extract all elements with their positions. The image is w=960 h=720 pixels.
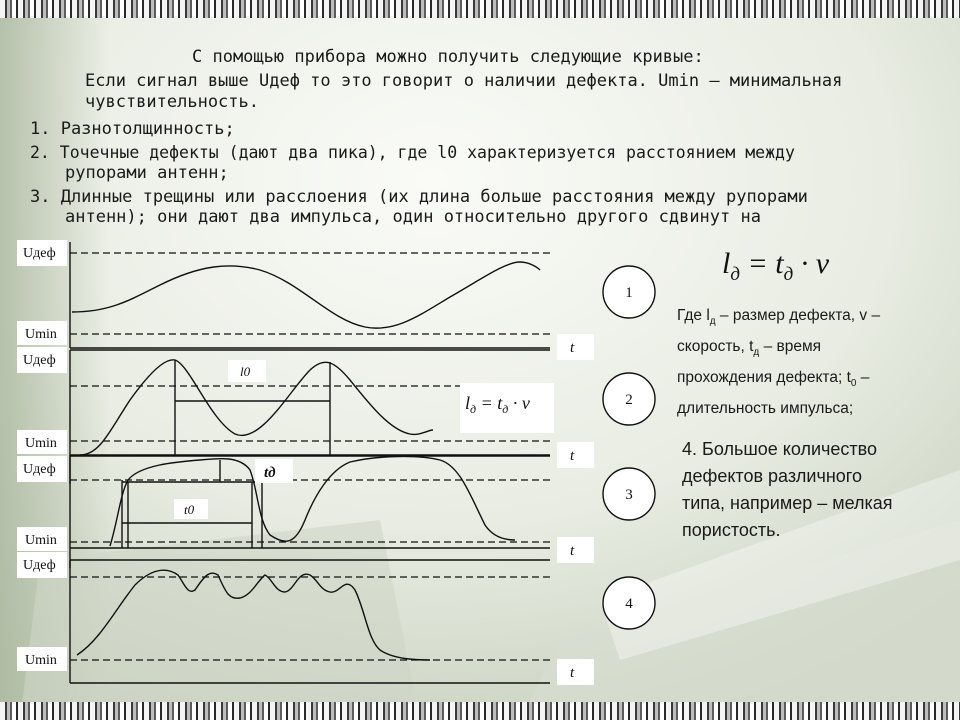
item-3-line-1: 3. Длинные трещины или расслоения (их длина больше расстояния между рупорами xyxy=(30,187,808,207)
item-4-line-4: пористость. xyxy=(682,520,781,540)
main-formula xyxy=(722,247,830,285)
item-4-text xyxy=(682,436,942,544)
td-label: tд xyxy=(264,465,276,481)
panel-4-umin-label: Umin xyxy=(25,653,57,668)
description-line-3: прохождения дефекта; $t_0$ – xyxy=(677,369,870,390)
panel-1-umin-label: Umin xyxy=(25,327,57,342)
svg-text:lд = tд · v: $l_д = t_д \cdot v$ xyxy=(465,393,530,416)
panel-2-umin-label: Umin xyxy=(25,436,57,451)
panel-1-t-box xyxy=(557,334,594,360)
panel-4-t-box xyxy=(557,659,594,685)
item-4-line-1: 4. Большое количество xyxy=(682,439,878,459)
panel-3-t-label: t xyxy=(570,543,575,559)
description-line-4: длительность импульса; xyxy=(677,400,854,418)
panel-2-number: 2 xyxy=(625,392,633,408)
panel-1-curve xyxy=(72,262,540,328)
panel-2-t-box xyxy=(557,442,594,468)
panel-2-t-label: t xyxy=(570,448,575,464)
panel-3-curve xyxy=(110,456,515,546)
item-4-line-2: дефектов различного xyxy=(682,466,862,486)
item-2-line-2: рупорами антенн; xyxy=(65,163,229,183)
panel-4-udef-label: Uдеф xyxy=(23,558,56,573)
variable-description xyxy=(677,303,940,421)
panel-4-number: 4 xyxy=(625,596,633,612)
panel-3-number: 3 xyxy=(625,487,633,503)
panel-1-udef-label: Uдеф xyxy=(23,246,56,261)
slide-heading: С помощью прибора можно получить следующие кривые: xyxy=(192,47,704,67)
panel-3-t-box xyxy=(557,537,594,563)
intro-line-1: Если сигнал выше Uдеф то это говорит о наличии дефекта. Umin – минимальная xyxy=(85,71,843,91)
panel-2-udef-label: Uдеф xyxy=(23,353,56,368)
l0-label: l0 xyxy=(240,364,251,379)
svg-text:lд = tд · v: $l_д = t_д \cdot v$ xyxy=(722,247,830,285)
item-2-line-1: 2. Точечные дефекты (дают два пика), где l0 характеризуется расстоянием между xyxy=(30,143,795,162)
t0-label: t0 xyxy=(184,502,195,517)
panel-4-t-label: t xyxy=(570,665,575,681)
panel-3-udef-label: Uдеф xyxy=(23,462,56,477)
item-1-line-1: 1. Разнотолщинность; xyxy=(30,119,235,139)
description-line-1: Где $l_д$ – размер дефекта, v – xyxy=(677,307,881,328)
panel-3-umin-label: Umin xyxy=(25,533,57,548)
description-line-2: скорость, $t_д$ – время xyxy=(677,338,822,359)
item-3-line-2: антенн); они дают два импульса, один относительно другого сдвинут на xyxy=(65,207,761,227)
panel-1-t-label: t xyxy=(570,340,575,356)
intro-line-2: чувствительность. xyxy=(85,92,259,112)
panel-4-curve xyxy=(77,570,430,660)
item-4-line-3: типа, например – мелкая xyxy=(682,493,893,513)
panel-1-number: 1 xyxy=(625,285,633,301)
